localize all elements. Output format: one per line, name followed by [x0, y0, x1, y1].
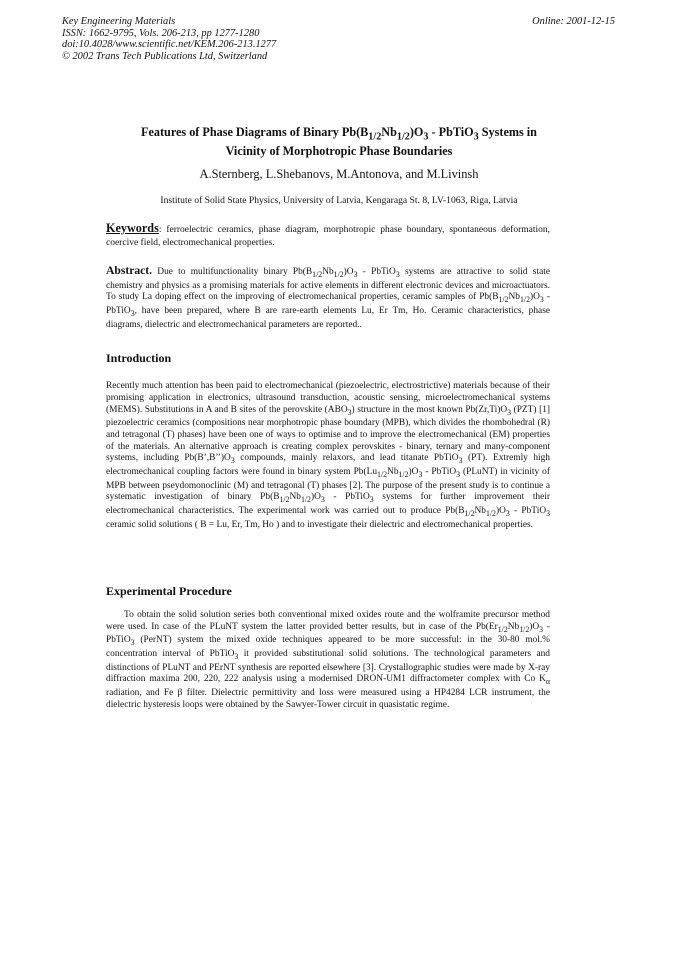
doi-line: doi:10.4028/www.scientific.net/KEM.206-213.1277 [62, 39, 277, 51]
journal-header [62, 16, 276, 62]
keywords-text: : ferroelectric ceramics, phase diagram, morphotropic phase boundary, spontaneous deformation, coercive field, electromechanical properties. [106, 225, 550, 248]
keywords-label: Keywords [106, 221, 159, 235]
author-list: A.Sternberg, L.Shebanovs, M.Antonova, and M.Livinsh [199, 167, 479, 181]
experimental-paragraph: To obtain the solid solution series both conventional mixed oxides route and the wolframite precursor method were used. In case of the PLuNT system the latter provided better results, but in case of the $Pb(Er_{1/2}Nb_{1/2})O_3$ - PbTiO$_3$ (PerNT) system the mixed oxide techniques appeared to be more successful: in the 30-80 mol.% concentration interval of PbTiO$_3$ it provided substitutional solid solutions. The technological parameters and distinctions of PLuNT and PErNT synthesis are reported elsewhere [3]. Crystallographic studies were made by X-ray diffraction maxima 200, 220, 222 analysis using a modernised DRON-UM1 diffractometer complex with Co $K_\alpha$ radiation, and Fe β filter. Dielectric permittivity and loss were measured using a HP4284 LCR instrument, the dielectric hysteresis loops were obtained by the Sawyer-Tower circuit in quasistatic regime. [106, 610, 550, 710]
journal-name: Key Engineering Materials [62, 16, 176, 27]
introduction-heading: Introduction [106, 351, 172, 365]
experimental-heading: Experimental Procedure [106, 584, 232, 598]
introduction-paragraph: Recently much attention has been paid to electromechanical (piezoelectric, electrostrictive) materials because of their promising application in electronics, ultrasound transduction, acoustic sensing, microelectromechanical systems (MEMS). Substitutions in A and B sites of the perovskite $(ABO_3)$ structure in the most known $Pb(Zr,Ti)O_3$ (PZT) [1] piezoelectric ceramics (compositions near morphotropic phase boundary (MPB), which divides the rhombohedral (R) and tetragonal (T) phases) have been one of ways to optimise and to improve the electromechanical (EM) properties of the materials. An alternative approach is creating complex perovskites - binary, ternary and many-component systems, including $Pb(B’,B’’)O_3$ compounds, mainly relaxors, and lead titanate PbTiO$_3$ (PT). Extremly high electromechanical coupling factors were found in binary system $Pb(Lu_{1/2}Nb_{1/2})O_3$ - PbTiO$_3$ (PLuNT) in vicinity of MPB between pseydomonoclinic (M) and tetragonal (T) phases [2]. The purpose of the present study is to continue a systematic investigation of binary $Pb(B_{1/2}Nb_{1/2})O_3$ - PbTiO$_3$ systems for further improvement their electromechanical characteristics. The experimental work was carried out to produce $Pb(B_{1/2}Nb_{1/2})O_3$ - PbTiO$_3$ ceramic solid solutions ( B = Lu, Er, Tm, Ho ) and to investigate their dielectric and electromechanical properties. [106, 381, 551, 530]
online-date: Online: 2001-12-15 [532, 16, 615, 27]
abstract-block: Abstract. Due to multifunctionality binary $Pb(B_{1/2}Nb_{1/2})O_3$ - PbTiO$_3$ systems are attractive to solid state chemistry and physics as a promising materials for active elements in different electronic devices and microactuators. To study La doping effect on the improving of electromechanical properties, ceramic samples of $Pb(B_{1/2}Nb_{1/2})O_3$ - PbTiO$_3$, have been prepared, where B are rare-earth elements Lu, Er Tm, Ho. Ceramic characteristics, phase diagrams, dielectric and electromechanical parameters are reported.. [106, 264, 550, 330]
affiliation: Institute of Solid State Physics, University of Latvia, Kengaraga St. 8, LV-1063, Riga, Latvia [160, 195, 518, 206]
title-line-2: Vicinity of Morphotropic Phase Boundaries [225, 144, 453, 159]
issn-line: ISSN: 1662-9795, Vols. 206-213, pp 1277-1280 [62, 27, 260, 39]
paper-title [90, 125, 588, 159]
abstract-label: Abstract. [106, 264, 153, 277]
title-line-1: Features of Phase Diagrams of Binary $Pb(B_{1/2}Nb_{1/2})O_3$ - PbTiO$_3$ Systems in [141, 125, 537, 143]
keywords-block [106, 222, 550, 249]
copyright-line: © 2002 Trans Tech Publications Ltd, Switzerland [62, 50, 268, 62]
